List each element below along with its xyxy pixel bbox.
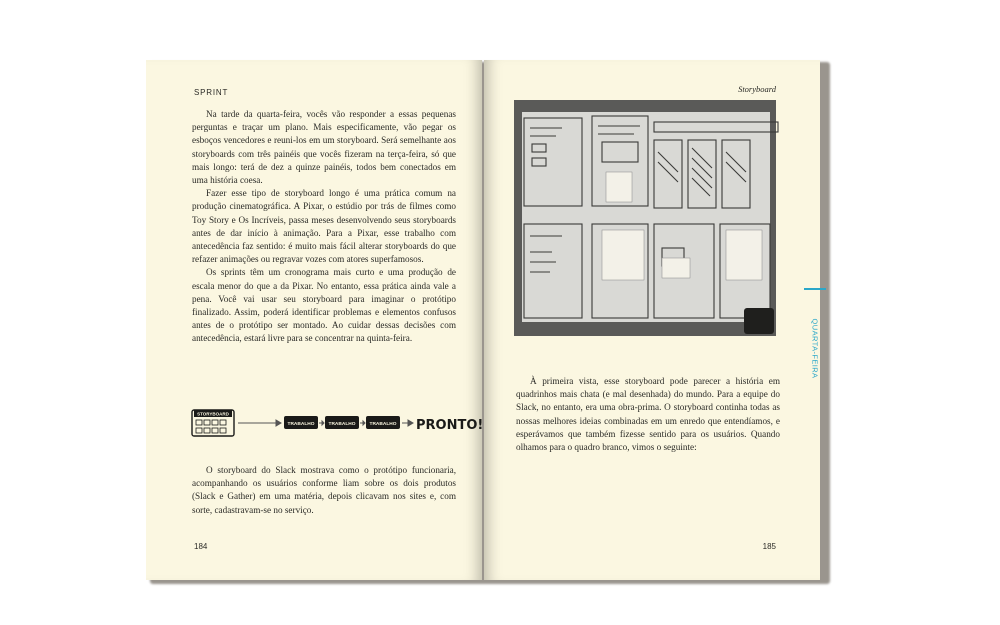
left-body-text (192, 108, 456, 346)
work-label: TRABALHO (287, 422, 315, 427)
storyboard-whiteboard-photo (514, 100, 776, 336)
clock-icon (744, 308, 774, 334)
side-tab-bar (804, 288, 826, 290)
arrow-icon (360, 421, 365, 425)
storyboard-sketch (192, 410, 234, 436)
whiteboard-sketches (522, 112, 770, 322)
work-label: TRABALHO (328, 422, 356, 427)
page-number-left: 184 (194, 542, 208, 551)
running-head-right: Storyboard (738, 84, 776, 94)
paragraph: À primeira vista, esse storyboard pode parecer a história em quadrinhos mais chata (e mal desenhada) do mundo. Para a equipe do Slack, no entanto, era uma obra-prima. O storyboard continha todas as nossas melhores ideias combinadas em um enredo que entendíamos, e esperávamos que também fizesse sentido para os usuários. Quando olhamos para o quadro branco, vimos o seguinte: (516, 376, 780, 453)
left-page (146, 60, 482, 580)
arrow-icon (402, 420, 413, 426)
work-badge (284, 416, 318, 429)
right-page (484, 60, 820, 580)
right-body-text (516, 375, 780, 454)
section-side-tab (802, 288, 820, 408)
arrow-icon (238, 420, 281, 426)
work-badge (325, 416, 359, 429)
storyboard-label: STORYBOARD (197, 411, 229, 417)
paragraph: Os sprints têm um cronograma mais curto e uma produção de escala menor do que a da Pixar. No entanto, essa prática ainda vale a pena. Você vai usar seu storyboard para imaginar o protótipo finalizado. Assim, poderá identificar problemas e elementos confusos antes de o protótipo ser montado. Ao cuidar dessas decisões com antecedência, estará livre para se concentrar na quinta-feira. (192, 267, 456, 344)
page-number-right: 185 (762, 542, 776, 551)
paragraph: Na tarde da quarta-feira, vocês vão responder a essas pequenas perguntas e traçar um plano. Mais especificamente, vão pegar os esboços vencedores e reuni-los em um storyboard. Será semelhante aos storyboards com três painéis que vocês fizeram na terça-feira, só que mais longo: terá de dez a quinze painéis, todos bem conectados em uma história coesa. (192, 109, 456, 186)
whiteboard (522, 112, 770, 322)
paragraph: Fazer esse tipo de storyboard longo é uma prática comum na produção cinematográfica. A Pixar, o estúdio por trás de filmes como Toy Story e Os Incríveis, passa meses desenvolvendo seus storyboards antes de dar início à animação. Para a Pixar, esse trabalho com antecedência faz sentido: é muito mais fácil alterar storyboards do que refazer animações ou regravar vozes com atores superfamosos. (192, 188, 456, 265)
left-bottom-text (192, 464, 456, 517)
arrow-icon (319, 421, 324, 425)
side-tab-label: QUARTA-FEIRA (810, 318, 820, 379)
work-badge (366, 416, 400, 429)
storyboard-process-diagram (190, 404, 484, 444)
running-head-left: SPRINT (194, 88, 229, 97)
work-label: TRABALHO (369, 422, 397, 427)
paragraph: O storyboard do Slack mostrava como o protótipo funcionaria, acompanhando os usuários conforme liam sobre os dois produtos (Slack e Gather) em uma matéria, depois clicavam nos sites e, com sorte, cadastravam-se no serviço. (192, 465, 456, 515)
done-label: PRONTO! (416, 418, 484, 433)
